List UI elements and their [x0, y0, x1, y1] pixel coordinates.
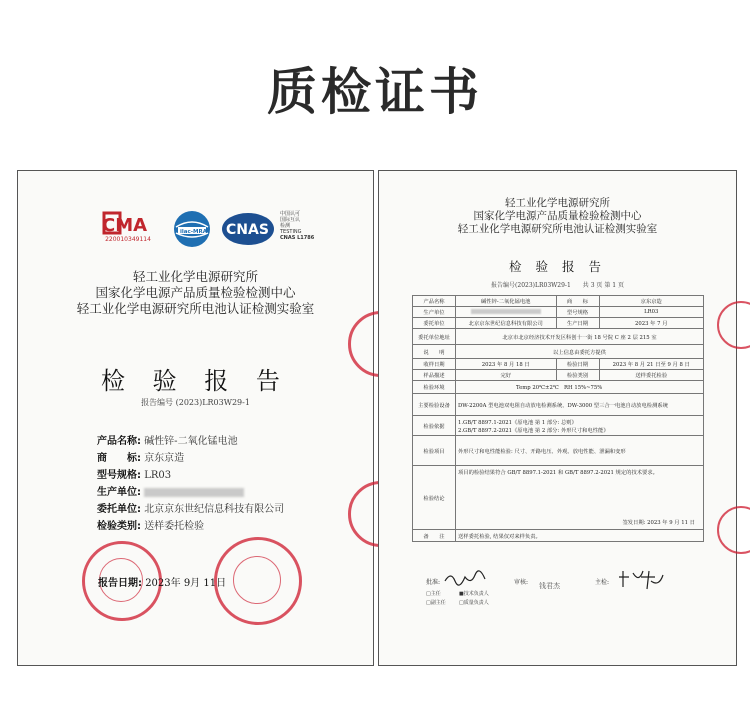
table-row: 样品描述 完好 检验类别 送样委托检验 [413, 370, 704, 381]
table-row: 收样日期 2023 年 8 月 18 日 检验日期 2023 年 8 月 21 日至 9 月 8 日 [413, 359, 704, 370]
table-row: 说 明 以上信息由委托方提供 [413, 345, 704, 359]
red-seal-stamp [214, 537, 302, 625]
table-row: 产品名称 碱性锌-二氧化锰电池 商 标 京东京造 [413, 296, 704, 307]
table-row: 主要检验设备 DW-2200A 型电池双电阻自动放电检测系统、DW-3000 型三合一电池自动放电检测系统 [413, 394, 704, 416]
report-title: 检 验 报 告 [101, 367, 290, 395]
checkbox-quality-lead: □质量负责人 [459, 600, 489, 606]
report-table [412, 295, 704, 542]
field-row: 商 标: 京东京造 [97, 453, 185, 464]
reviewer-label: 审核: [514, 579, 529, 586]
svg-text:ilac-MRA: ilac-MRA [180, 229, 207, 235]
checkbox-deputy-director: □副主任 [426, 600, 446, 606]
table-row: 备 注 送样委托检验, 结果仅对来样负责。 [413, 530, 704, 542]
redacted-text [471, 309, 541, 314]
field-row: 委托单位: 北京京东世纪信息科技有限公司 [97, 504, 285, 515]
accreditation-logos [98, 209, 338, 249]
table-row: 生产单位 型号规格 LR03 [413, 307, 704, 318]
main-tester-label: 主检: [595, 579, 610, 586]
table-row: 委托单位 北京京东世纪信息科技有限公司 生产日期 2023 年 7 月 [413, 318, 704, 329]
cnas-logo-icon [220, 211, 276, 247]
field-row: 产品名称: 碱性锌-二氧化锰电池 [97, 436, 238, 447]
tester-signature-icon [615, 567, 665, 593]
checkbox-technical-lead: ■技术负责人 [459, 591, 489, 597]
svg-text:CMA: CMA [102, 215, 148, 236]
cma-logo-icon [98, 209, 154, 249]
table-row: 检验依据 1.GB/T 8897.1-2021《原电池 第 1 部分: 总则》 2.GB/T 8897.2-2021《原电池 第 2 部分: 外形尺寸和电性能》 [413, 416, 704, 436]
lab-names: 轻工业化学电源研究所 国家化学电源产品质量检验检测中心 轻工业化学电源研究所电池认证检测实验室 [457, 197, 658, 235]
field-row: 型号规格: LR03 [97, 470, 172, 481]
lab-names: 轻工业化学电源研究所 国家化学电源产品质量检验检测中心 轻工业化学电源研究所电池认证检测实验室 [76, 269, 315, 316]
report-number: 报告编号 (2023)LR03W29-1 [141, 398, 250, 407]
report-detail-page [378, 170, 737, 666]
approver-label: 批准: [426, 579, 441, 586]
field-row: 生产单位: [97, 484, 357, 501]
table-row: 检验项目 外形尺寸和电性能检验: 尺寸、开路电压、外观、放电性能、泄漏和变形 [413, 436, 704, 466]
report-cover-page [17, 170, 374, 666]
table-row: 检验环境 Temp 20℃±2℃ RH 15%~75% [413, 381, 704, 394]
table-row: 检验结论 项目的检验结果符合 GB/T 8897.1-2021 和 GB/T 8897.2-2021 规定的技术要求。 签发日期: 2023 年 9 月 11 日 [413, 466, 704, 530]
report-date: 报告日期: 2023年 9月 11日 [98, 578, 227, 589]
reviewer-name: 钱君杰 [539, 582, 560, 590]
ilac-mra-logo-icon [172, 209, 212, 249]
report-title: 检 验 报 告 [509, 259, 606, 274]
cnas-caption: 中国认可 国际互认 检测 TESTING CNAS L1786 [280, 211, 315, 241]
table-row: 委托单位地址 北京市北京经济技术开发区科创十一街 18 号院 C 座 2 层 215 室 [413, 329, 704, 345]
page-heading: 质检证书 [267, 63, 483, 121]
field-row: 检验类别: 送样委托检验 [97, 521, 205, 532]
red-seal-stamp-partial [717, 506, 750, 554]
cma-number: 220010349114 [105, 236, 151, 243]
checkbox-director: □主任 [426, 591, 441, 597]
report-number: 报告编号(2023)LR03W29-1 共 3 页 第 1 页 [491, 282, 624, 289]
svg-text:CNAS: CNAS [226, 222, 269, 238]
approver-signature-icon [443, 569, 487, 587]
report-fields [97, 433, 357, 535]
redacted-text [144, 488, 244, 497]
red-seal-stamp-partial [717, 301, 750, 349]
